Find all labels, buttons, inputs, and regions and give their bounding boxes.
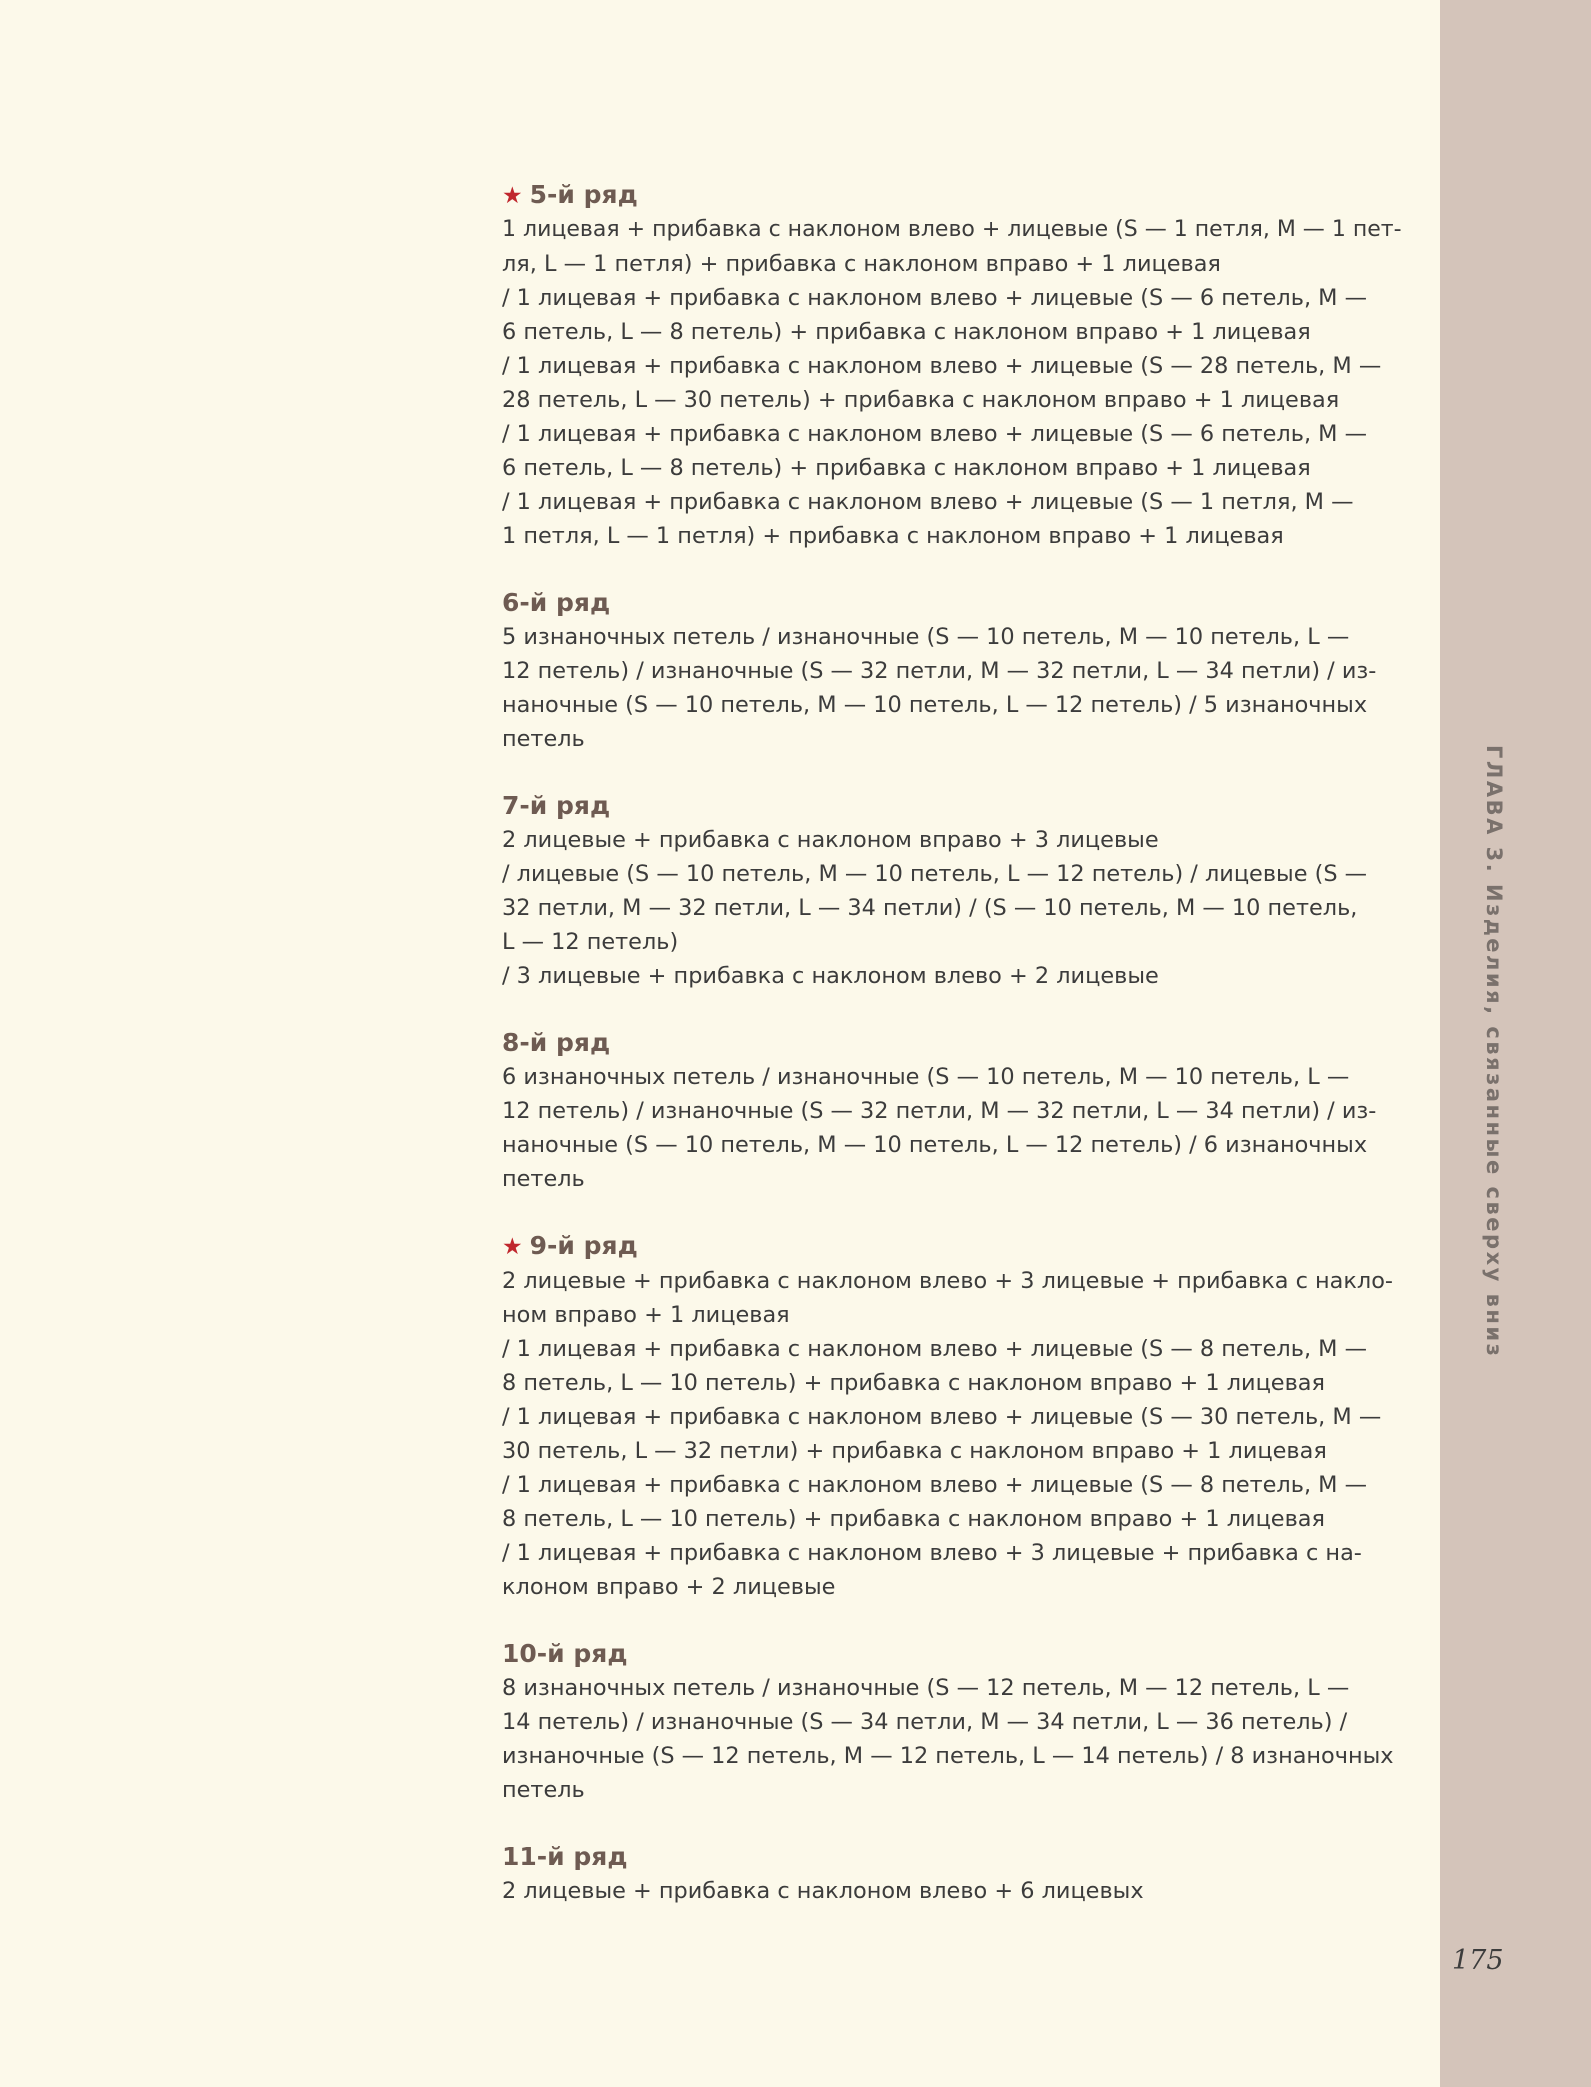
instruction-line: / 3 лицевые + прибавка с наклоном влево + 2 лицевые	[502, 963, 1159, 989]
instruction-line: клоном вправо + 2 лицевые	[502, 1574, 836, 1600]
row-section	[502, 789, 1402, 993]
row-section	[502, 586, 1402, 756]
instruction-line: / 1 лицевая + прибавка с наклоном влево + лицевые (S — 6 петель, M —	[502, 421, 1368, 447]
instruction-line: 1 петля, L — 1 петля) + прибавка с наклоном вправо + 1 лицевая	[502, 523, 1284, 549]
instruction-line: петель	[502, 726, 585, 752]
instructions-content	[502, 178, 1402, 1941]
instruction-line: изнаночные (S — 12 петель, M — 12 петель, L — 14 петель) / 8 изнаночных	[502, 1743, 1394, 1769]
instruction-line: 8 петель, L — 10 петель) + прибавка с наклоном вправо + 1 лицевая	[502, 1506, 1325, 1532]
row-section	[502, 178, 1402, 553]
row-heading	[502, 1637, 1402, 1671]
instruction-line: 6 петель, L — 8 петель) + прибавка с наклоном вправо + 1 лицевая	[502, 319, 1311, 345]
instruction-line: 8 петель, L — 10 петель) + прибавка с наклоном вправо + 1 лицевая	[502, 1370, 1325, 1396]
instruction-line: / 1 лицевая + прибавка с наклоном влево + лицевые (S — 8 петель, M —	[502, 1472, 1368, 1498]
row-heading	[502, 1840, 1402, 1874]
instruction-line: наночные (S — 10 петель, M — 10 петель, L — 12 петель) / 5 изнаночных	[502, 692, 1368, 718]
row-title: 10-й ряд	[502, 1639, 628, 1668]
instruction-line: петель	[502, 1166, 585, 1192]
instruction-line: 8 изнаночных петель / изнаночные (S — 12 петель, M — 12 петель, L —	[502, 1675, 1350, 1701]
instruction-line: 5 изнаночных петель / изнаночные (S — 10 петель, M — 10 петель, L —	[502, 624, 1350, 650]
row-heading	[502, 789, 1402, 823]
row-title: 9-й ряд	[529, 1231, 638, 1260]
instruction-line: 30 петель, L — 32 петли) + прибавка с наклоном вправо + 1 лицевая	[502, 1438, 1327, 1464]
instruction-line: 1 лицевая + прибавка с наклоном влево + лицевые (S — 1 петля, M — 1 пет-	[502, 217, 1402, 242]
row-title: 8-й ряд	[502, 1028, 611, 1057]
instruction-line: 2 лицевые + прибавка с наклоном влево + 3 лицевые + прибавка с накло-	[502, 1268, 1394, 1294]
instruction-line: 14 петель) / изнаночные (S — 34 петли, M — 34 петли, L — 36 петель) /	[502, 1709, 1348, 1735]
page-number: 175	[1452, 1945, 1504, 1976]
row-heading	[502, 1026, 1402, 1060]
row-title: 5-й ряд	[529, 180, 638, 209]
instruction-line: / лицевые (S — 10 петель, M — 10 петель, L — 12 петель) / лицевые (S —	[502, 861, 1368, 887]
row-title: 7-й ряд	[502, 791, 611, 820]
row-section	[502, 1840, 1402, 1908]
row-section	[502, 1637, 1402, 1807]
row-heading	[502, 1229, 1402, 1264]
instruction-line: 2 лицевые + прибавка с наклоном влево + 6 лицевых	[502, 1878, 1144, 1904]
row-section	[502, 1229, 1402, 1604]
chapter-sidebar	[1440, 0, 1591, 2087]
star-icon: ★	[502, 1234, 523, 1260]
instruction-line: ля, L — 1 петля) + прибавка с наклоном вправо + 1 лицевая	[502, 251, 1221, 277]
instruction-line: 28 петель, L — 30 петель) + прибавка с наклоном вправо + 1 лицевая	[502, 387, 1340, 413]
instruction-line: 12 петель) / изнаночные (S — 32 петли, M — 32 петли, L — 34 петли) / из-	[502, 658, 1377, 684]
instruction-line: 2 лицевые + прибавка с наклоном вправо + 3 лицевые	[502, 827, 1159, 853]
instruction-line: / 1 лицевая + прибавка с наклоном влево + лицевые (S — 28 петель, M —	[502, 353, 1382, 379]
instruction-line: / 1 лицевая + прибавка с наклоном влево + 3 лицевые + прибавка с на-	[502, 1540, 1362, 1566]
instruction-line: / 1 лицевая + прибавка с наклоном влево + лицевые (S — 8 петель, M —	[502, 1336, 1368, 1362]
row-heading	[502, 178, 1402, 213]
row-heading	[502, 586, 1402, 620]
instruction-line: 6 изнаночных петель / изнаночные (S — 10 петель, M — 10 петель, L —	[502, 1064, 1350, 1090]
row-title: 6-й ряд	[502, 588, 611, 617]
star-icon: ★	[502, 183, 523, 209]
instruction-line: наночные (S — 10 петель, M — 10 петель, L — 12 петель) / 6 изнаночных	[502, 1132, 1368, 1158]
row-title: 11-й ряд	[502, 1842, 628, 1871]
row-section	[502, 1026, 1402, 1196]
instruction-line: / 1 лицевая + прибавка с наклоном влево + лицевые (S — 6 петель, M —	[502, 285, 1368, 311]
instruction-line: петель	[502, 1777, 585, 1803]
instruction-line: L — 12 петель)	[502, 929, 679, 955]
instruction-line: ном вправо + 1 лицевая	[502, 1302, 790, 1328]
instruction-line: 12 петель) / изнаночные (S — 32 петли, M — 32 петли, L — 34 петли) / из-	[502, 1098, 1377, 1124]
chapter-title: ГЛАВА 3. Изделия, связанные сверху вниз	[1482, 745, 1506, 1359]
instruction-line: / 1 лицевая + прибавка с наклоном влево + лицевые (S — 30 петель, M —	[502, 1404, 1382, 1430]
instruction-line: 6 петель, L — 8 петель) + прибавка с наклоном вправо + 1 лицевая	[502, 455, 1311, 481]
instruction-line: / 1 лицевая + прибавка с наклоном влево + лицевые (S — 1 петля, M —	[502, 489, 1354, 515]
instruction-line: 32 петли, M — 32 петли, L — 34 петли) / (S — 10 петель, M — 10 петель,	[502, 895, 1358, 921]
